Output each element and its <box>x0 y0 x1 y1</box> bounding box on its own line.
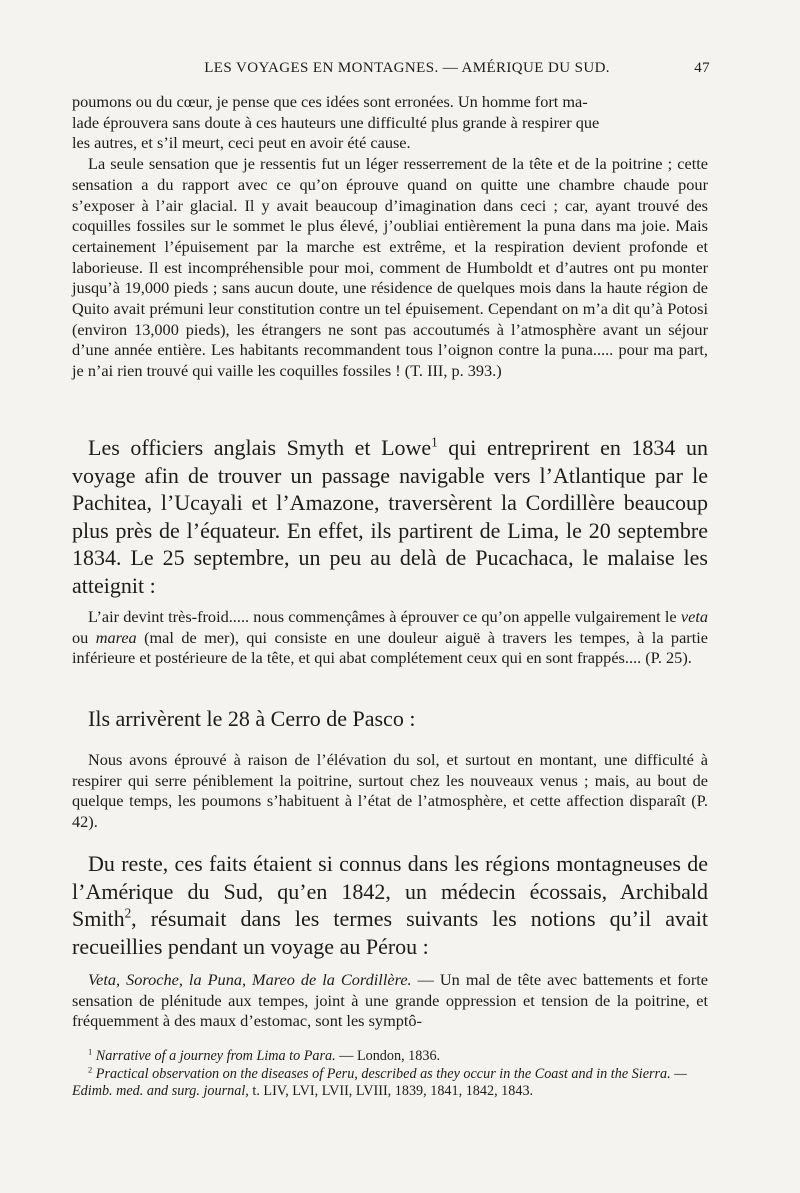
footnote-ref: 1 <box>431 434 438 450</box>
quote-text: L’air devint très-froid..... nous commençâmes à éprouver ce qu’on appelle vulgairement le <box>88 607 681 626</box>
footnote-text: t. LIV, LVI, LVII, LVIII, 1839, 1841, 1842, 1843. <box>248 1083 534 1100</box>
quote-paragraph <box>72 970 708 1032</box>
quote-block-soroche <box>72 970 708 1032</box>
body-paragraph-cerro-de-pasco <box>72 705 708 733</box>
quote-paragraph: Nous avons éprouvé à raison de l’élévation du sol, et surtout en montant, une difficulté à respirer qui serre péniblement la poitrine, surtout chez les nouveaux venus ; mais, au bout de quelque temps, les poumons s’habituent à l’état de l’atmosphère, et cette affection disparaît (P. 42). <box>72 750 708 832</box>
body-text: Ils arrivèrent le 28 à Cerro de Pasco : <box>88 706 416 731</box>
quote-text: ou <box>72 627 96 647</box>
italic-term: veta <box>680 607 708 626</box>
quote-text: — Un mal de tête avec battements et forte sensation de plénitude aux tempes, joint à une grande oppression et tension de la poitrine, et fréquemment à des maux d’estomac, sont les symptô- <box>72 970 708 1031</box>
page-number: 47 <box>694 60 710 76</box>
running-title: LES VOYAGES EN MONTAGNES. — AMÉRIQUE DU SUD. <box>204 60 610 76</box>
footnote-ref: 2 <box>124 905 132 921</box>
footnote-mark: 1 <box>88 1046 93 1057</box>
footnote-2 <box>72 1063 708 1101</box>
quote-block-veta <box>72 607 708 669</box>
quote-paragraph: La seule sensation que je ressentis fut un léger resserrement de la tête et de la poitrine ; cette sensation a du rapport avec ce qu’on éprouve quand on quitte une chambre chaude pour s’exposer à l’air glacial. Il y avait beaucoup d’imagination dans ceci ; car, ayant trouvé des coquilles fossiles sur le sommet le plus élevé, j’oubliai entièrement la puna dans ma joie. Mais certainement l’épuisement par la marche est extrême, et la respiration devient profonde et laborieuse. Il est incompréhensible pour moi, comment de Humboldt et d’autres ont pu monter jusqu’à 19,000 pieds ; sans aucun doute, une résidence de quelques mois dans la haute région de Quito avait prémuni leur constitution contre un tel épuisement. Cependant on m’a dit qu’à Potosi (environ 13,000 pieds), les étrangers ne sont pas accoutumés à l’atmosphère avant un séjour d’une année entière. Les habitants recommandent tous l’oignon contre la puna..... pour ma part, je n’ai rien trouvé qui vaille les coquilles fossiles ! (T. III, p. 393.) <box>72 154 708 381</box>
running-head <box>90 60 710 77</box>
body-text-part: Les officiers anglais Smyth et Lowe <box>88 435 432 460</box>
body-text-part: , résumait dans les termes suivants les notions qu’il avait recueillies pendant un voyage au Pérou : <box>72 906 708 959</box>
footnotes <box>72 1048 708 1101</box>
quote-block-cerro <box>72 750 708 833</box>
footnote-1 <box>72 1048 708 1066</box>
footnote-text: — London, 1836. <box>335 1048 441 1064</box>
body-text-part: qui entreprirent en 1834 un voyage afin de trouver un passage navigable vers l’Atlantique par le Pachitea, l’Ucayali et l’Amazone, traversèrent la Cordillère beaucoup plus près de l’équateur. En effet, ils partirent de Lima, le 20 septembre 1834. Le 25 septembre, un peu au delà de Pucachaca, le malaise les atteignit : <box>72 435 708 598</box>
quote-line: lade éprouvera sans doute à ces hauteurs une difficulté plus grande à respirer que <box>72 112 600 132</box>
quote-paragraph <box>72 607 708 669</box>
body-text <box>72 434 708 600</box>
quote-line: les autres, et s’il meurt, ceci peut en avoir été cause. <box>72 133 411 153</box>
body-paragraph-smith <box>72 850 708 960</box>
footnote-title: Narrative of a journey from Lima to Para. <box>95 1048 336 1064</box>
italic-heading: Veta, Soroche, la Puna, Mareo de la Cordillère. <box>88 970 412 989</box>
body-paragraph-smyth-lowe <box>72 434 708 600</box>
footnote-title: Practical observation on the diseases of Peru, described as they occur in the Coast and in the Sierra. — Edimb. med. and surg. journal, <box>72 1065 687 1100</box>
italic-term: marea <box>95 627 137 647</box>
quote-text: (mal de mer), qui consiste en une douleur aiguë à travers les tempes, à la partie inférieure et postérieure de la tête, et qui abat complétement ceux qui en sont frappés.... (P. 25). <box>72 627 708 668</box>
quote-block-humboldt <box>72 92 708 382</box>
quote-line: poumons ou du cœur, je pense que ces idées sont erronées. Un homme fort ma- <box>72 92 588 111</box>
footnote-mark: 2 <box>88 1063 93 1074</box>
body-text <box>72 850 708 960</box>
body-text-part: Du reste, ces faits étaient si connus dans les régions montagneuses de l’Amérique du Sud, qu’en 1842, un médecin écossais, Archibald Smith <box>72 851 708 932</box>
